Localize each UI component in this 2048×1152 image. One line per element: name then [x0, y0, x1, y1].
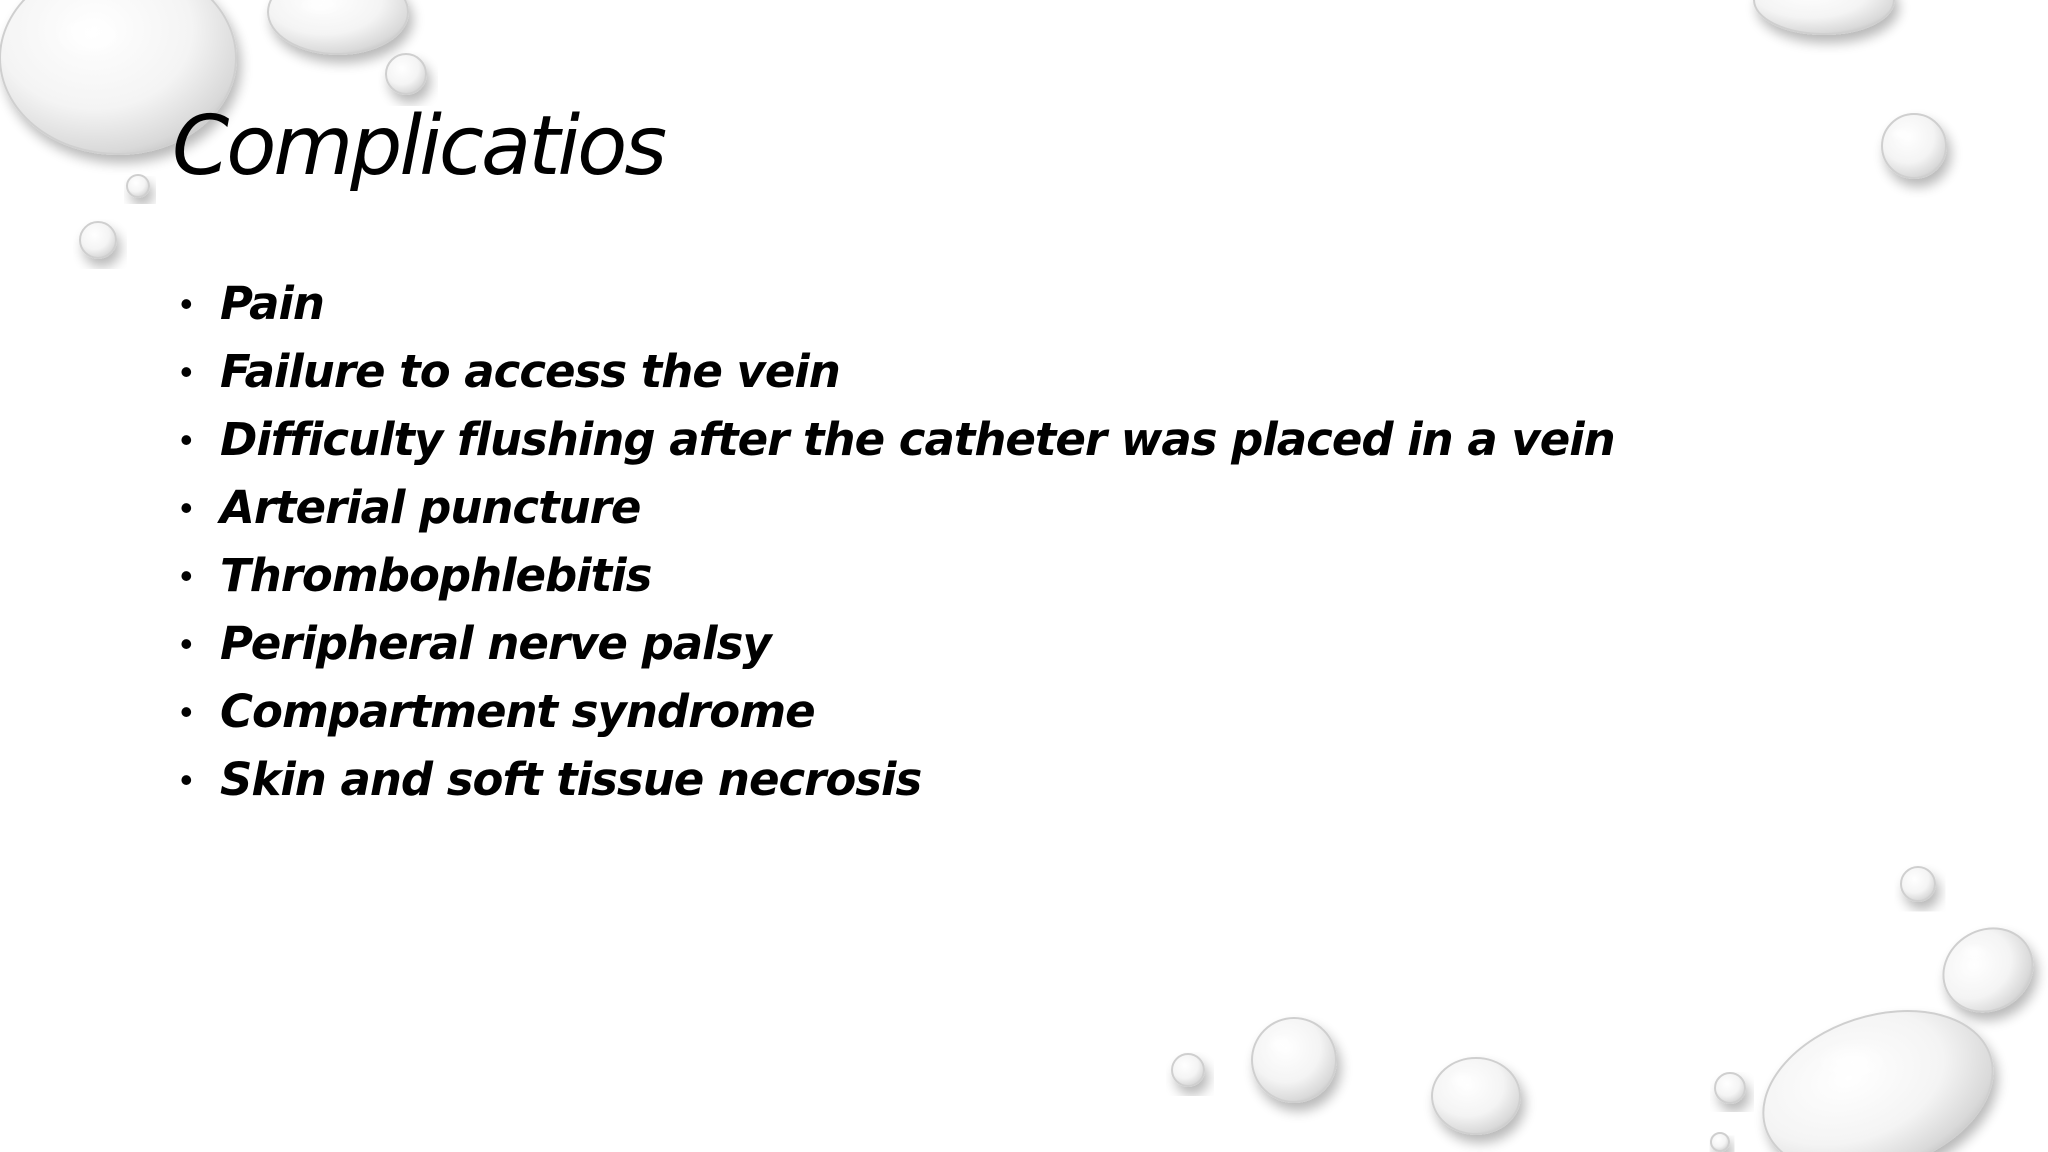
- slide-title: Complicatios: [172, 99, 665, 194]
- bullet-text: Pain: [220, 277, 324, 330]
- droplet-bottom-center-medium-1: [1252, 1018, 1336, 1102]
- bullet-marker: •: [180, 419, 193, 460]
- bullet-item-arterial-puncture: [180, 474, 1615, 542]
- droplet-bottom-center-medium-2: [1432, 1058, 1520, 1134]
- droplet-bottom-right-medium: [1928, 912, 2048, 1027]
- droplet-top-left-small-2: [127, 175, 149, 197]
- bullet-item-peripheral-nerve-palsy: [180, 610, 1615, 678]
- bullet-marker: •: [180, 283, 193, 324]
- bullet-item-thrombophlebitis: [180, 542, 1615, 610]
- bullet-item-failure-to-access-vein: [180, 338, 1615, 406]
- bullet-marker: •: [180, 759, 193, 800]
- bullet-text: Skin and soft tissue necrosis: [220, 753, 922, 806]
- bullet-text: Failure to access the vein: [220, 345, 840, 398]
- bullet-item-difficulty-flushing: [180, 406, 1615, 474]
- bullet-text: Thrombophlebitis: [220, 549, 652, 602]
- droplet-bottom-center-small: [1172, 1054, 1204, 1086]
- droplet-top-right-large: [1754, 0, 1894, 34]
- bullet-marker: •: [180, 691, 193, 732]
- bullet-item-pain: [180, 270, 1615, 338]
- droplet-bottom-right-small-3: [1711, 1133, 1729, 1151]
- bullet-item-compartment-syndrome: [180, 678, 1615, 746]
- bullet-item-skin-necrosis: [180, 746, 1615, 814]
- bullet-marker: •: [180, 555, 193, 596]
- bullet-text: Arterial puncture: [220, 481, 641, 534]
- bullet-text: Compartment syndrome: [220, 685, 815, 738]
- bullet-list: [180, 270, 1615, 814]
- bullet-marker: •: [180, 487, 193, 528]
- droplet-top-right-medium: [1882, 114, 1946, 178]
- bullet-text: Peripheral nerve palsy: [220, 617, 771, 670]
- droplet-top-left-small-3: [80, 222, 116, 258]
- bullet-text: Difficulty flushing after the catheter was placed in a vein: [220, 413, 1615, 466]
- droplet-top-left-small-1: [386, 54, 426, 94]
- droplet-bottom-right-small-1: [1901, 867, 1935, 901]
- bullet-marker: •: [180, 623, 193, 664]
- droplet-bottom-right-small-2: [1715, 1073, 1745, 1103]
- bullet-marker: •: [180, 351, 193, 392]
